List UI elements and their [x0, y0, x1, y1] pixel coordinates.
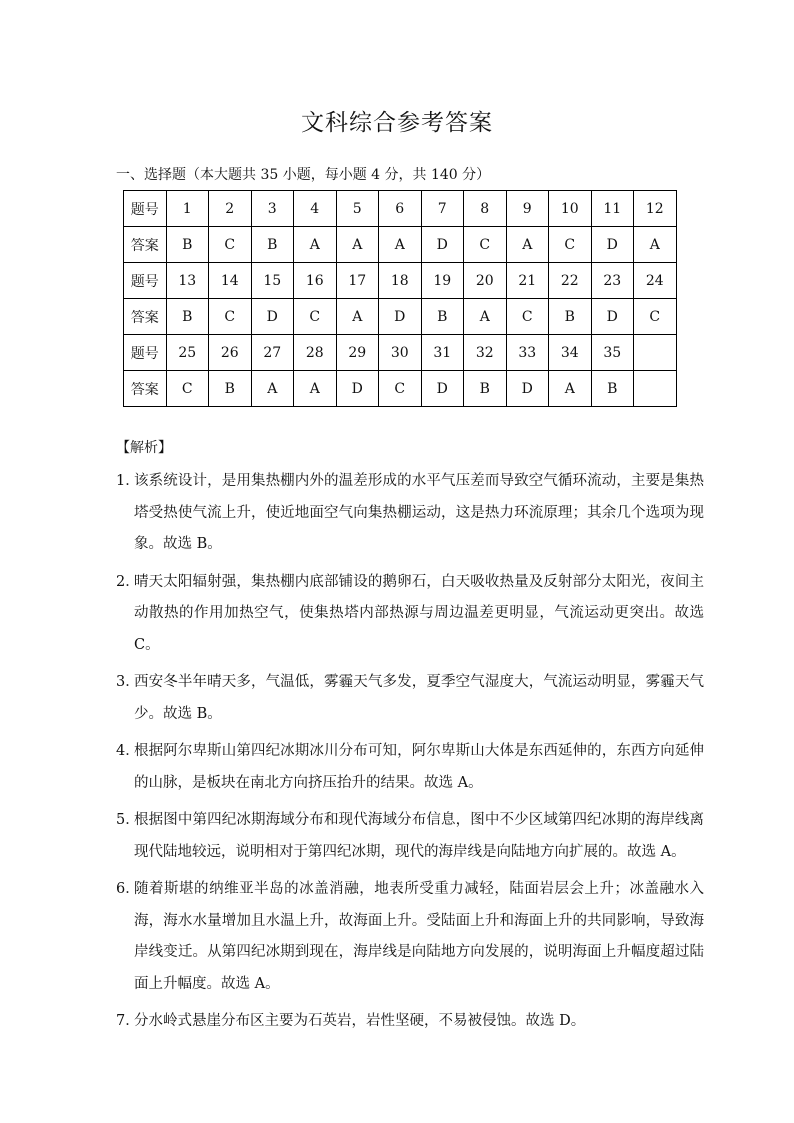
table-cell: C: [379, 371, 422, 407]
table-row: [124, 191, 677, 227]
table-cell: 5: [336, 191, 379, 227]
table-cell: D: [591, 227, 634, 263]
table-cell: 31: [421, 335, 464, 371]
table-cell: B: [209, 371, 252, 407]
table-cell: 16: [294, 263, 337, 299]
analysis-item-text: 该系统设计，是用集热棚内外的温差形成的水平气压差而导致空气循环流动，主要是集热塔受热使气流上升，使近地面空气向集热棚运动，这是热力环流原理；其余几个选项为现象。故选 B。: [134, 473, 704, 552]
table-cell: D: [336, 371, 379, 407]
table-cell: 8: [464, 191, 507, 227]
table-cell: 22: [549, 263, 592, 299]
table-cell: 10: [549, 191, 592, 227]
table-cell: C: [464, 227, 507, 263]
table-row: [124, 371, 677, 407]
table-cell: A: [549, 371, 592, 407]
table-cell: 19: [421, 263, 464, 299]
table-cell: B: [166, 299, 209, 335]
table-cell: C: [209, 299, 252, 335]
row-label: 答案: [124, 371, 167, 407]
table-cell: D: [591, 299, 634, 335]
table-cell: B: [591, 371, 634, 407]
table-cell: D: [251, 299, 294, 335]
table-cell: 17: [336, 263, 379, 299]
table-cell: 28: [294, 335, 337, 371]
table-cell: 13: [166, 263, 209, 299]
table-cell: D: [379, 299, 422, 335]
table-cell: 24: [634, 263, 677, 299]
answer-table: [123, 190, 677, 407]
table-cell: 1: [166, 191, 209, 227]
analysis-item-text: 西安冬半年晴天多，气温低，雾霾天气多发，夏季空气湿度大，气流运动明显，雾霾天气少。故选 B。: [134, 674, 704, 722]
analysis-item: [116, 736, 704, 799]
analysis-item-number: 4．: [116, 743, 140, 759]
analysis-item-text: 根据阿尔卑斯山第四纪冰期冰川分布可知，阿尔卑斯山大体是东西延伸的，东西方向延伸的山脉，是板块在南北方向挤压抬升的结果。故选 A。: [134, 743, 704, 791]
analysis-list: [116, 466, 704, 1044]
table-cell: D: [506, 371, 549, 407]
table-cell: 26: [209, 335, 252, 371]
table-cell: 18: [379, 263, 422, 299]
table-cell: 29: [336, 335, 379, 371]
analysis-item: [116, 667, 704, 730]
table-cell: A: [464, 299, 507, 335]
analysis-item: [116, 567, 704, 662]
analysis-item-number: 3．: [116, 674, 140, 690]
table-cell: 34: [549, 335, 592, 371]
table-cell: C: [209, 227, 252, 263]
section-heading: 一、选择题（本大题共 35 小题，每小题 4 分，共 140 分）: [116, 167, 491, 183]
analysis-item: [116, 1006, 704, 1038]
table-cell: 30: [379, 335, 422, 371]
table-cell: B: [251, 227, 294, 263]
table-cell: 11: [591, 191, 634, 227]
table-cell: A: [294, 227, 337, 263]
table-cell: 25: [166, 335, 209, 371]
table-cell: B: [464, 371, 507, 407]
table-cell: 21: [506, 263, 549, 299]
analysis-item-number: 1．: [116, 473, 140, 489]
table-cell: A: [251, 371, 294, 407]
table-cell: 6: [379, 191, 422, 227]
analysis-item-number: 7．: [116, 1013, 140, 1029]
table-cell: 4: [294, 191, 337, 227]
table-cell: 15: [251, 263, 294, 299]
table-cell: 27: [251, 335, 294, 371]
row-label: 题号: [124, 263, 167, 299]
analysis-heading: 【解析】: [116, 440, 172, 456]
table-cell: [634, 371, 677, 407]
table-cell: C: [549, 227, 592, 263]
row-label: 题号: [124, 335, 167, 371]
table-row: [124, 227, 677, 263]
table-cell: A: [506, 227, 549, 263]
analysis-item-text: 随着斯堪的纳维亚半岛的冰盖消融，地表所受重力减轻，陆面岩层会上升；冰盖融水入海，海水水量增加且水温上升，故海面上升。受陆面上升和海面上升的共同影响，导致海岸线变迁。从第四纪冰期到现在，海岸线是向陆地方向发展的，说明海面上升幅度超过陆面上升幅度。故选 A。: [134, 881, 704, 992]
table-cell: 20: [464, 263, 507, 299]
analysis-item-text: 晴天太阳辐射强，集热棚内底部铺设的鹅卵石，白天吸收热量及反射部分太阳光，夜间主动散热的作用加热空气，使集热塔内部热源与周边温差更明显，气流运动更突出。故选 C。: [134, 573, 704, 653]
analysis-item-number: 2．: [116, 573, 140, 590]
table-cell: 14: [209, 263, 252, 299]
table-cell: C: [506, 299, 549, 335]
table-cell: 32: [464, 335, 507, 371]
analysis-item: [116, 874, 704, 1000]
analysis-item-text: 根据图中第四纪冰期海域分布和现代海域分布信息，图中不少区域第四纪冰期的海岸线离现代陆地较远，说明相对于第四纪冰期，现代的海岸线是向陆地方向扩展的。故选 A。: [134, 812, 704, 860]
table-cell: A: [634, 227, 677, 263]
table-cell: 23: [591, 263, 634, 299]
table-cell: [634, 335, 677, 371]
table-cell: 9: [506, 191, 549, 227]
table-cell: B: [421, 299, 464, 335]
table-row: [124, 299, 677, 335]
table-cell: 12: [634, 191, 677, 227]
row-label: 题号: [124, 191, 167, 227]
table-cell: B: [166, 227, 209, 263]
table-cell: B: [549, 299, 592, 335]
table-cell: A: [379, 227, 422, 263]
table-cell: D: [421, 371, 464, 407]
analysis-item-text: 分水岭式悬崖分布区主要为石英岩，岩性坚硬，不易被侵蚀。故选 D。: [134, 1013, 586, 1029]
table-cell: 2: [209, 191, 252, 227]
table-cell: 3: [251, 191, 294, 227]
table-row: [124, 335, 677, 371]
table-cell: C: [634, 299, 677, 335]
analysis-item: [116, 466, 704, 561]
table-cell: 7: [421, 191, 464, 227]
table-cell: A: [294, 371, 337, 407]
table-row: [124, 263, 677, 299]
analysis-item: [116, 805, 704, 868]
table-cell: A: [336, 227, 379, 263]
table-cell: C: [294, 299, 337, 335]
row-label: 答案: [124, 299, 167, 335]
table-cell: D: [421, 227, 464, 263]
table-cell: A: [336, 299, 379, 335]
analysis-item-number: 6．: [116, 881, 140, 897]
analysis-item-number: 5．: [116, 812, 140, 828]
table-cell: 33: [506, 335, 549, 371]
table-cell: 35: [591, 335, 634, 371]
page-title: 文科综合参考答案: [301, 110, 493, 136]
table-cell: C: [166, 371, 209, 407]
row-label: 答案: [124, 227, 167, 263]
